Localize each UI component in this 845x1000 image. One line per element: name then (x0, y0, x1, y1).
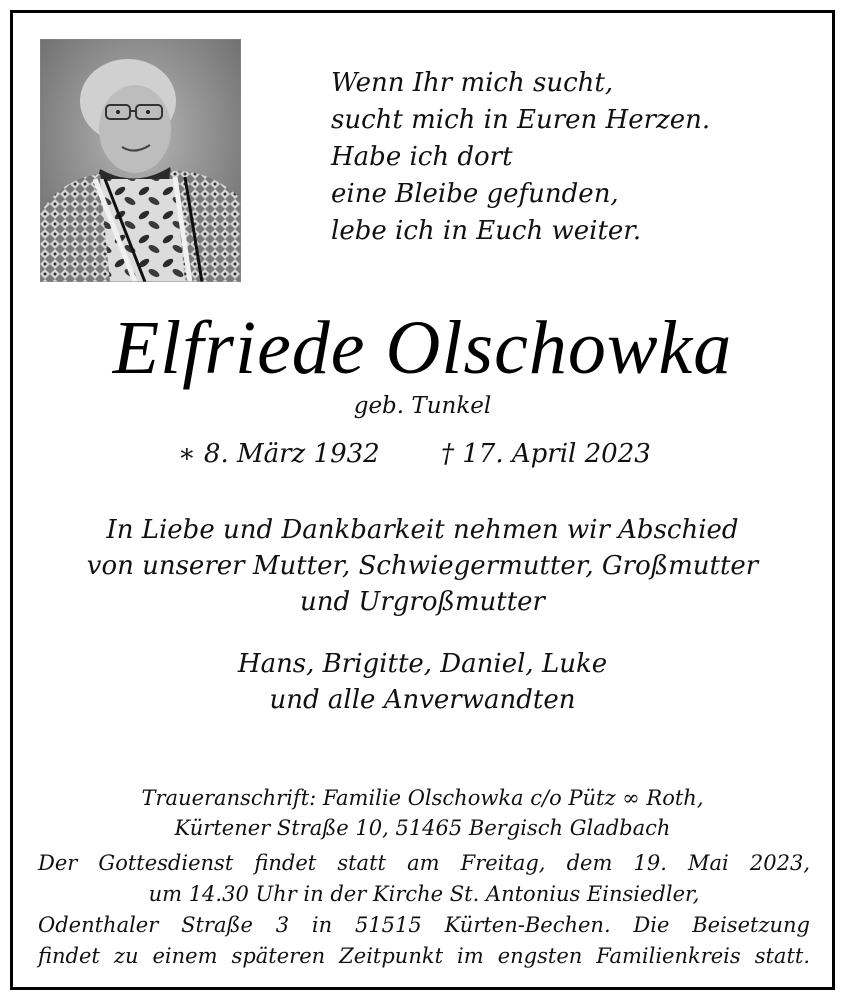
death-date: † 17. April 2023 (441, 439, 651, 469)
family-line: und alle Anverwandten (269, 685, 576, 715)
mourning-address (13, 783, 832, 843)
obituary-notice (10, 10, 835, 990)
service-information (38, 848, 810, 972)
birth-name: geb. Tunkel (353, 393, 492, 419)
poem-line: eine Bleibe gefunden, (331, 179, 619, 209)
farewell-line: und Urgroßmutter (300, 587, 545, 617)
poem-line: lebe ich in Euch weiter. (331, 216, 642, 246)
poem-line: sucht mich in Euren Herzen. (331, 105, 711, 135)
portrait-photo (40, 39, 241, 282)
address-line: Traueranschrift: Familie Olschowka c/o Pütz ∞ Roth, (141, 786, 704, 810)
family-signatures (13, 646, 832, 718)
farewell-line: von unserer Mutter, Schwiegermutter, Großmutter (86, 551, 759, 581)
service-line: Der Gottesdienst findet statt am Freitag, dem 19. Mai 2023, (38, 851, 810, 875)
poem (331, 65, 811, 250)
birth-date: ∗ 8. März 1932 (178, 439, 380, 469)
service-line: findet zu einem späteren Zeitpunkt im engsten Familienkreis statt. (38, 944, 810, 968)
family-line: Hans, Brigitte, Daniel, Luke (237, 649, 608, 679)
farewell-line: In Liebe und Dankbarkeit nehmen wir Abschied (106, 515, 739, 545)
poem-line: Wenn Ihr mich sucht, (331, 68, 614, 98)
portrait-image (40, 39, 241, 282)
service-line: Odenthaler Straße 3 in 51515 Kürten-Bechen. Die Beisetzung (38, 913, 810, 937)
poem-line: Habe ich dort (331, 142, 513, 172)
address-line: Kürtener Straße 10, 51465 Bergisch Gladbach (174, 816, 671, 840)
farewell-text (13, 512, 832, 620)
service-line: um 14.30 Uhr in der Kirche St. Antonius Einsiedler, (148, 882, 700, 906)
deceased-name: Elfriede Olschowka (112, 306, 733, 390)
